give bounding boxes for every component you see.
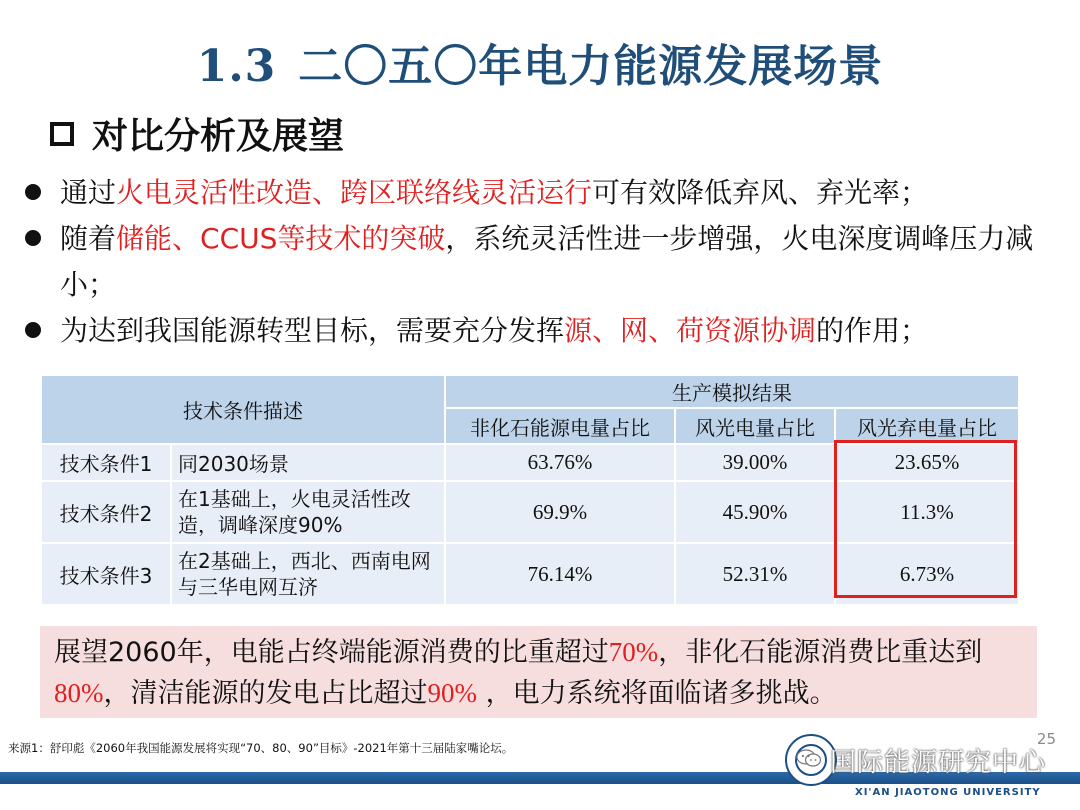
- watermark: 国际能源研究中心: [830, 748, 1047, 778]
- outlook-highlight: 70%: [608, 637, 659, 667]
- bullet-dot-icon: [25, 322, 41, 338]
- cell-value: 52.31%: [675, 543, 835, 605]
- bullet-text: 的作用；: [816, 314, 929, 347]
- bullet-item: [22, 170, 1077, 216]
- bullet-highlight: 储能、CCUS等技术的突破: [116, 222, 446, 255]
- row-name: 技术条件3: [41, 543, 171, 605]
- cell-value: 69.9%: [445, 481, 675, 543]
- bullet-highlight: 火电灵活性改造、跨区联络线灵活运行: [116, 176, 593, 209]
- bullet-text: 可有效降低弃风、弃光率；: [592, 176, 929, 209]
- bullet-item: [22, 216, 1077, 308]
- outlook-highlight: 80%: [54, 678, 104, 708]
- header-condition: 技术条件描述: [41, 375, 445, 444]
- outlook-text: 展望2060年，电能占终端能源消费的比重超过: [54, 637, 609, 668]
- section-number: 1.3: [196, 41, 277, 92]
- page-number: 25: [1036, 730, 1056, 748]
- column-header: 风光弃电量占比: [835, 408, 1019, 444]
- subtitle-text: 对比分析及展望: [92, 116, 345, 157]
- outlook-text: ，电力系统将面临诸多挑战。: [477, 678, 837, 709]
- subtitle: [50, 108, 344, 159]
- row-desc: 在2基础上，西北、西南电网与三华电网互济: [171, 543, 445, 605]
- cell-value: 11.3%: [835, 481, 1019, 543]
- outlook-highlight: 90%: [427, 678, 477, 708]
- bullet-dot-icon: [25, 184, 41, 200]
- source-note: 来源1：舒印彪《2060年我国能源发展将实现“70、80、90”目标》-2021年第十三届陆家嘴论坛。: [8, 741, 514, 755]
- page-title: [0, 30, 1080, 94]
- bullet-text: ，系统灵活性进一步增强，火电深度调峰压力减小；: [60, 222, 1034, 301]
- cell-value: 45.90%: [675, 481, 835, 543]
- row-desc: 同2030场景: [171, 444, 445, 481]
- row-name: 技术条件2: [41, 481, 171, 543]
- row-name: 技术条件1: [41, 444, 171, 481]
- outlook-text: ，非化石能源消费比重达到: [658, 637, 983, 668]
- title-text: 二〇五〇年电力能源发展场景: [298, 41, 884, 92]
- bullet-text: 通过: [60, 176, 117, 209]
- row-desc: 在1基础上，火电灵活性改造，调峰深度90%: [171, 481, 445, 543]
- column-header: 风光电量占比: [675, 408, 835, 444]
- university-name: XI'AN JIAOTONG UNIVERSITY: [855, 787, 1041, 798]
- checkbox-square-icon: [50, 122, 74, 146]
- cell-value: 63.76%: [445, 444, 675, 481]
- cell-value: 39.00%: [675, 444, 835, 481]
- wechat-icon: [796, 748, 822, 768]
- cell-value: 76.14%: [445, 543, 675, 605]
- bullet-dot-icon: [25, 230, 41, 246]
- header-group: 生产模拟结果: [445, 375, 1019, 408]
- highlight-box: [834, 440, 1017, 598]
- bullet-text: 为达到我国能源转型目标，需要充分发挥: [60, 314, 565, 347]
- bullet-item: [22, 308, 1077, 354]
- bullet-list: [22, 170, 1077, 354]
- bullet-highlight: 源、网、荷资源协调: [564, 314, 817, 347]
- bullet-text: 随着: [60, 222, 117, 255]
- outlook-text: ，清洁能源的发电占比超过: [103, 678, 428, 709]
- cell-value: 23.65%: [835, 444, 1019, 481]
- outlook-box: [40, 626, 1037, 718]
- column-header: 非化石能源电量占比: [445, 408, 675, 444]
- cell-value: 6.73%: [835, 543, 1019, 605]
